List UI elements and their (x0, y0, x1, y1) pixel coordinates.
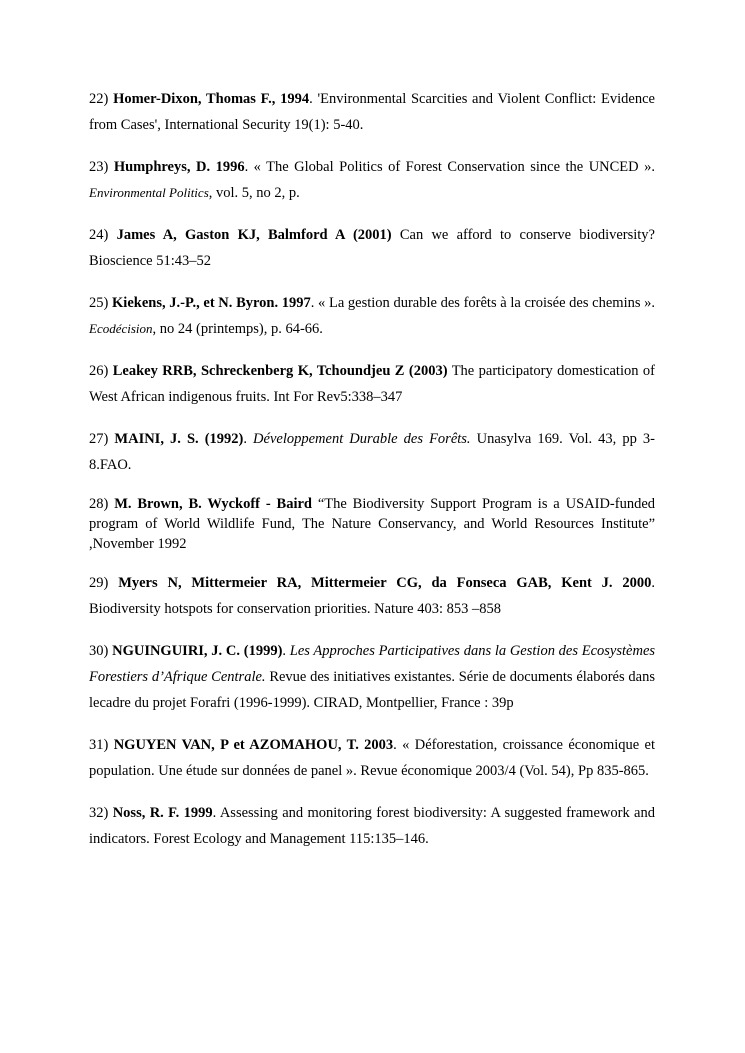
reference-26 (89, 358, 655, 410)
reference-30 (89, 638, 655, 716)
reference-29 (89, 570, 655, 622)
reference-number: 25) (89, 295, 109, 311)
reference-author: NGUYEN VAN, P et AZOMAHOU, T. 2003 (113, 737, 394, 753)
reference-32 (89, 800, 655, 852)
reference-author: Myers N, Mittermeier RA, Mittermeier CG, da Fonseca GAB, Kent J. 2000 (118, 575, 652, 591)
reference-author: NGUINGUIRI, J. C. (1999) (112, 643, 283, 659)
reference-title: Les Approches Participatives dans la Gestion des Ecosystèmes Forestiers d’Afrique Centrale. (89, 643, 656, 685)
reference-text: . 'Environmental Scarcities and Violent Conflict: Evidence from Cases', International Security 19(1): 5-40. (89, 91, 655, 133)
reference-31 (89, 732, 655, 784)
reference-24 (89, 222, 655, 274)
reference-28 (89, 494, 655, 554)
reference-author: MAINI, J. S. (1992) (114, 431, 244, 447)
reference-number: 31) (89, 737, 109, 753)
reference-text-end: , no 24 (printemps), p. 64-66. (152, 321, 323, 337)
reference-number: 28) (89, 496, 109, 512)
reference-25 (89, 290, 655, 342)
reference-number: 26) (89, 363, 109, 379)
reference-number: 24) (89, 227, 109, 243)
reference-text-end: Revue des initiatives existantes. Série de documents élaborés dans lecadre du projet Forafri (1996-1999). CIRAD, Montpellier, France : 39p (89, 669, 655, 711)
reference-text: . (243, 431, 254, 447)
reference-number: 30) (89, 643, 109, 659)
reference-text-end: , vol. 5, no 2, p. (208, 185, 300, 201)
reference-journal: Ecodécision (89, 321, 153, 336)
reference-title: Développement Durable des Forêts. (253, 431, 471, 447)
reference-journal: Environmental Politics (89, 185, 209, 200)
reference-author: M. Brown, B. Wyckoff - Baird (114, 496, 312, 512)
reference-text: . « La gestion durable des forêts à la croisée des chemins ». (310, 295, 656, 311)
reference-text: . « Déforestation, croissance économique et population. Une étude sur données de panel ». Revue économique 2003/4 (Vol. 54), Pp 835-865. (89, 737, 655, 779)
reference-text: . (282, 643, 290, 659)
references-page (89, 86, 655, 868)
reference-text: The participatory domestication of West African indigenous fruits. Int For Rev5:338–347 (89, 363, 655, 405)
reference-author: Humphreys, D. 1996 (113, 159, 245, 175)
reference-author: Noss, R. F. 1999 (112, 805, 213, 821)
reference-author: Kiekens, J.-P., et N. Byron. 1997 (112, 295, 311, 311)
reference-author: James A, Gaston KJ, Balmford A (2001) (116, 227, 392, 243)
reference-22 (89, 86, 655, 138)
reference-number: 23) (89, 159, 109, 175)
reference-23 (89, 154, 655, 206)
reference-text: . Assessing and monitoring forest biodiversity: A suggested framework and indicators. Forest Ecology and Management 115:135–146. (89, 805, 655, 847)
reference-author: Leakey RRB, Schreckenberg K, Tchoundjeu Z (2003) (112, 363, 448, 379)
reference-number: 27) (89, 431, 109, 447)
reference-text-end: Unasylva 169. Vol. 43, pp 3-8.FAO. (89, 431, 655, 473)
reference-author: Homer-Dixon, Thomas F., 1994 (113, 91, 310, 107)
reference-number: 22) (89, 91, 109, 107)
reference-text: Can we afford to conserve biodiversity? Bioscience 51:43–52 (89, 227, 655, 269)
reference-number: 29) (89, 575, 109, 591)
reference-number: 32) (89, 805, 109, 821)
reference-text: . « The Global Politics of Forest Conservation since the UNCED ». (244, 159, 655, 175)
reference-text: “The Biodiversity Support Program is a USAID-funded program of World Wildlife Fund, The Nature Conservancy, and World Resources Institute” ,November 1992 (89, 496, 656, 552)
reference-text: . Biodiversity hotspots for conservation priorities. Nature 403: 853 –858 (89, 575, 656, 617)
reference-27 (89, 426, 655, 478)
